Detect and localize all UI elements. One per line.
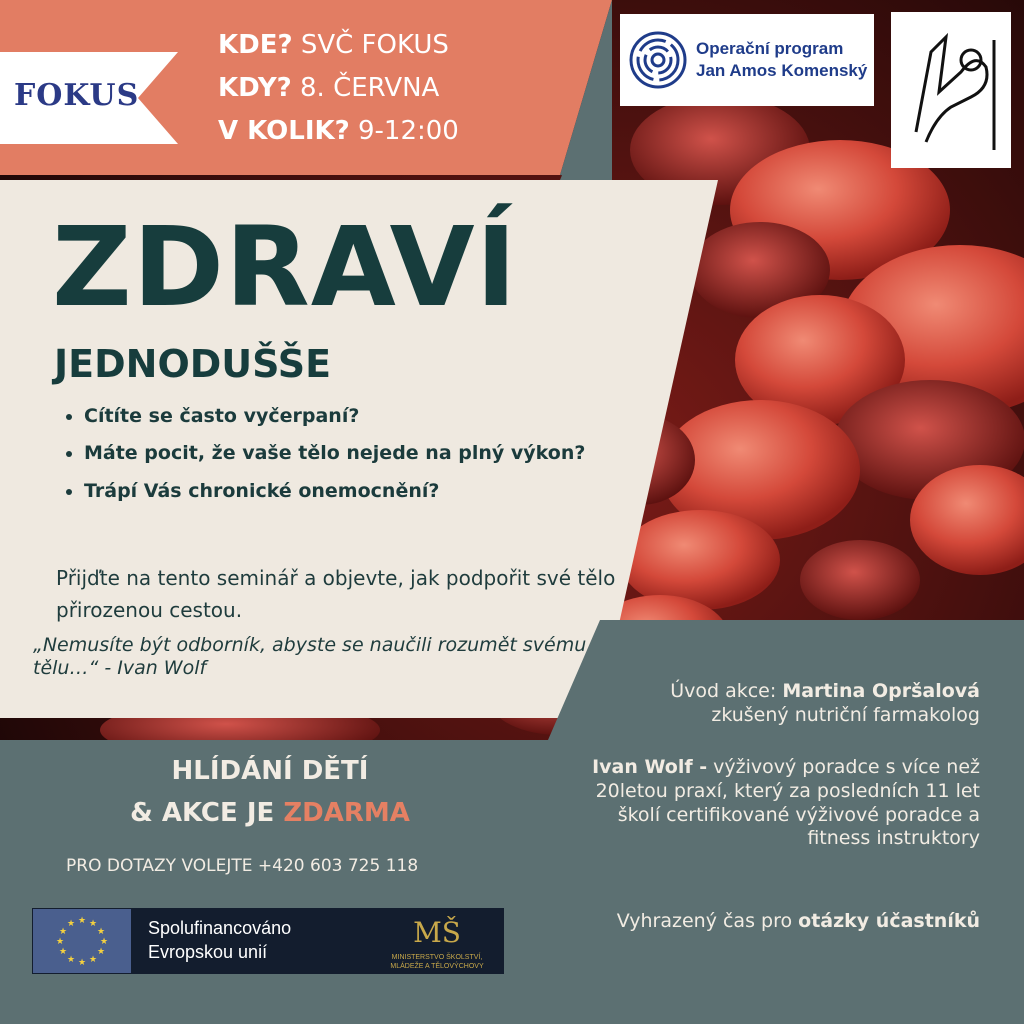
eu-line2: Evropskou unií	[148, 942, 268, 962]
svg-text:★: ★	[66, 919, 76, 929]
labyrinth-icon	[628, 30, 688, 90]
time-label: V KOLIK?	[218, 116, 350, 146]
speaker-desc: výživový poradce s více než 20letou praxí, který za posledních 11 let školí certifikované výživové poradce a fitness instruktory	[595, 756, 980, 850]
phone-contact[interactable]: PRO DOTAZY VOLEJTE +420 603 725 118	[66, 856, 419, 876]
speaker-name: Ivan Wolf -	[592, 756, 708, 778]
eu-line1: Spolufinancováno	[148, 918, 292, 938]
where-label: KDE?	[218, 30, 293, 60]
msmt-monogram-icon	[407, 912, 467, 952]
eu-flag	[33, 909, 131, 973]
op-line1: Operační program	[696, 39, 844, 58]
question-item: • Cítíte se často vyčerpaní?	[84, 402, 644, 431]
childcare-prefix: & AKCE JE	[130, 798, 284, 828]
svg-text:★: ★	[77, 916, 87, 926]
emblem-logo[interactable]	[891, 12, 1011, 168]
msmt-line1: MINISTERSTVO ŠKOLSTVÍ,	[391, 954, 483, 961]
where-value: SVČ FOKUS	[300, 30, 449, 60]
strongman-icon	[891, 12, 1011, 168]
childcare-line2	[60, 798, 480, 828]
time-value: 9-12:00	[358, 116, 459, 146]
when-value: 8. ČERVNA	[300, 73, 440, 103]
program-speaker	[560, 756, 980, 851]
op-line2: Jan Amos Komenský	[696, 61, 868, 80]
qa-bold: otázky účastníků	[798, 910, 980, 932]
program-intro	[520, 680, 980, 728]
svg-text:★: ★	[58, 927, 68, 937]
eu-cofunding-logo[interactable]	[32, 908, 504, 974]
question-item: • Trápí Vás chronické onemocnění?	[84, 477, 644, 506]
fokus-logo[interactable]: FOKUS	[14, 78, 140, 113]
childcare-line1: HLÍDÁNÍ DĚTÍ	[171, 756, 369, 786]
svg-text:★: ★	[96, 947, 106, 957]
question-list	[60, 402, 644, 514]
event-when	[218, 73, 439, 103]
svg-text:★: ★	[55, 937, 65, 947]
quote-text: „Nemusíte být odborník, abyste se naučili rozumět svému tělu…“ - Ivan Wolf	[33, 634, 587, 679]
intro-name: Martina Opršalová	[782, 680, 980, 702]
svg-text:★: ★	[88, 919, 98, 929]
program-qa	[520, 910, 980, 934]
event-where	[218, 30, 449, 60]
msmt-line2: MLÁDEŽE A TĚLOVÝCHOVY	[390, 963, 484, 970]
svg-text:★: ★	[66, 955, 76, 965]
eu-stars-icon	[33, 909, 131, 973]
svg-text:★: ★	[58, 947, 68, 957]
event-time	[218, 116, 459, 146]
msmt-logo	[372, 910, 502, 972]
main-title: ZDRAVÍ	[52, 203, 518, 331]
svg-text:★: ★	[88, 955, 98, 965]
intro-prefix: Úvod akce:	[670, 680, 783, 702]
question-item: • Máte pocit, že vaše tělo nejede na plný výkon?	[84, 439, 644, 468]
svg-text:★: ★	[96, 927, 106, 937]
svg-text:MŠ: MŠ	[413, 916, 461, 949]
invite-text: Přijďte na tento seminář a objevte, jak podpořit své tělo přirozenou cestou.	[56, 566, 616, 622]
qa-prefix: Vyhrazený čas pro	[616, 910, 799, 932]
svg-text:★: ★	[77, 958, 87, 968]
main-subtitle: JEDNODUŠŠE	[54, 342, 332, 386]
op-jak-logo[interactable]	[620, 14, 874, 106]
free-highlight: ZDARMA	[283, 798, 410, 828]
svg-text:★: ★	[99, 937, 109, 947]
intro-role: zkušený nutriční farmakolog	[711, 703, 980, 726]
when-label: KDY?	[218, 73, 292, 103]
